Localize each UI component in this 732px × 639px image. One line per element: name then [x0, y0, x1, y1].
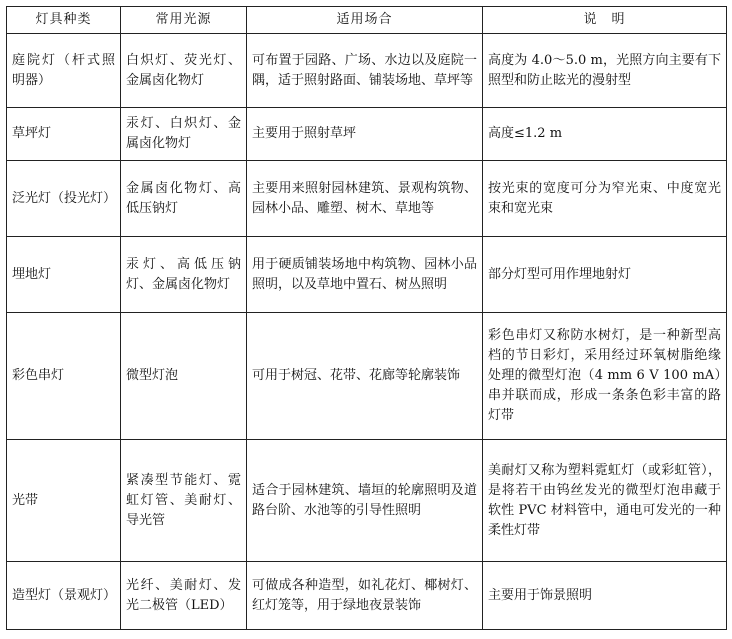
cell-lamp-type: 光带	[7, 440, 121, 562]
table-row	[7, 161, 727, 237]
cell-application: 适合于园林建筑、墙垣的轮廓照明及道路台阶、水池等的引导性照明	[247, 440, 483, 562]
cell-light-source: 光纤、美耐灯、发光二极管（LED）	[121, 562, 247, 630]
cell-description: 按光束的宽度可分为窄光束、中度宽光束和宽光束	[483, 161, 727, 237]
cell-lamp-type: 彩色串灯	[7, 313, 121, 440]
cell-application: 用于硬质铺装场地中构筑物、园林小品照明，以及草地中置石、树丛照明	[247, 237, 483, 313]
cell-description: 彩色串灯又称防水树灯，是一种新型高档的节日彩灯，采用经过环氧树脂绝缘处理的微型灯泡（4 mm 6 V 100 mA）串并联而成，形成一条条色彩丰富的路灯带	[483, 313, 727, 440]
cell-light-source: 微型灯泡	[121, 313, 247, 440]
cell-application: 可布置于园路、广场、水边以及庭院一隅，适于照射路面、铺装场地、草坪等	[247, 34, 483, 108]
cell-light-source: 白炽灯、荧光灯、金属卤化物灯	[121, 34, 247, 108]
cell-light-source: 金属卤化物灯、高低压钠灯	[121, 161, 247, 237]
cell-light-source: 汞灯、白炽灯、金属卤化物灯	[121, 108, 247, 161]
cell-lamp-type: 埋地灯	[7, 237, 121, 313]
cell-lamp-type: 庭院灯（杆式照明器）	[7, 34, 121, 108]
table-row	[7, 108, 727, 161]
lamp-type-table-container	[6, 6, 726, 630]
cell-lamp-type: 泛光灯（投光灯）	[7, 161, 121, 237]
cell-application: 主要用来照射园林建筑、景观构筑物、园林小品、雕塑、树木、草地等	[247, 161, 483, 237]
header-light-source: 常用光源	[121, 7, 247, 34]
table-body	[7, 34, 727, 630]
cell-description: 美耐灯又称为塑料霓虹灯（或彩虹管），是将若干由钨丝发光的微型灯泡串藏于软性 PVC 材料管中，通电可发光的一种柔性灯带	[483, 440, 727, 562]
header-row	[7, 7, 727, 34]
cell-description: 高度为 4.0～5.0 m，光照方向主要有下照型和防止眩光的漫射型	[483, 34, 727, 108]
table-row	[7, 34, 727, 108]
cell-lamp-type: 造型灯（景观灯）	[7, 562, 121, 630]
header-description: 说 明	[483, 7, 727, 34]
cell-lamp-type: 草坪灯	[7, 108, 121, 161]
lamp-type-table	[6, 6, 727, 630]
cell-application: 主要用于照射草坪	[247, 108, 483, 161]
header-application: 适用场合	[247, 7, 483, 34]
cell-light-source: 紧凑型节能灯、霓虹灯管、美耐灯、导光管	[121, 440, 247, 562]
cell-description: 高度≤1.2 m	[483, 108, 727, 161]
table-row	[7, 313, 727, 440]
table-row	[7, 562, 727, 630]
table-row	[7, 440, 727, 562]
cell-application: 可做成各种造型，如礼花灯、椰树灯、红灯笼等，用于绿地夜景装饰	[247, 562, 483, 630]
table-row	[7, 237, 727, 313]
cell-description: 部分灯型可用作埋地射灯	[483, 237, 727, 313]
cell-description: 主要用于饰景照明	[483, 562, 727, 630]
cell-application: 可用于树冠、花带、花廊等轮廓装饰	[247, 313, 483, 440]
cell-light-source: 汞灯、高低压钠灯、金属卤化物灯	[121, 237, 247, 313]
header-lamp-type: 灯具种类	[7, 7, 121, 34]
table-header	[7, 7, 727, 34]
